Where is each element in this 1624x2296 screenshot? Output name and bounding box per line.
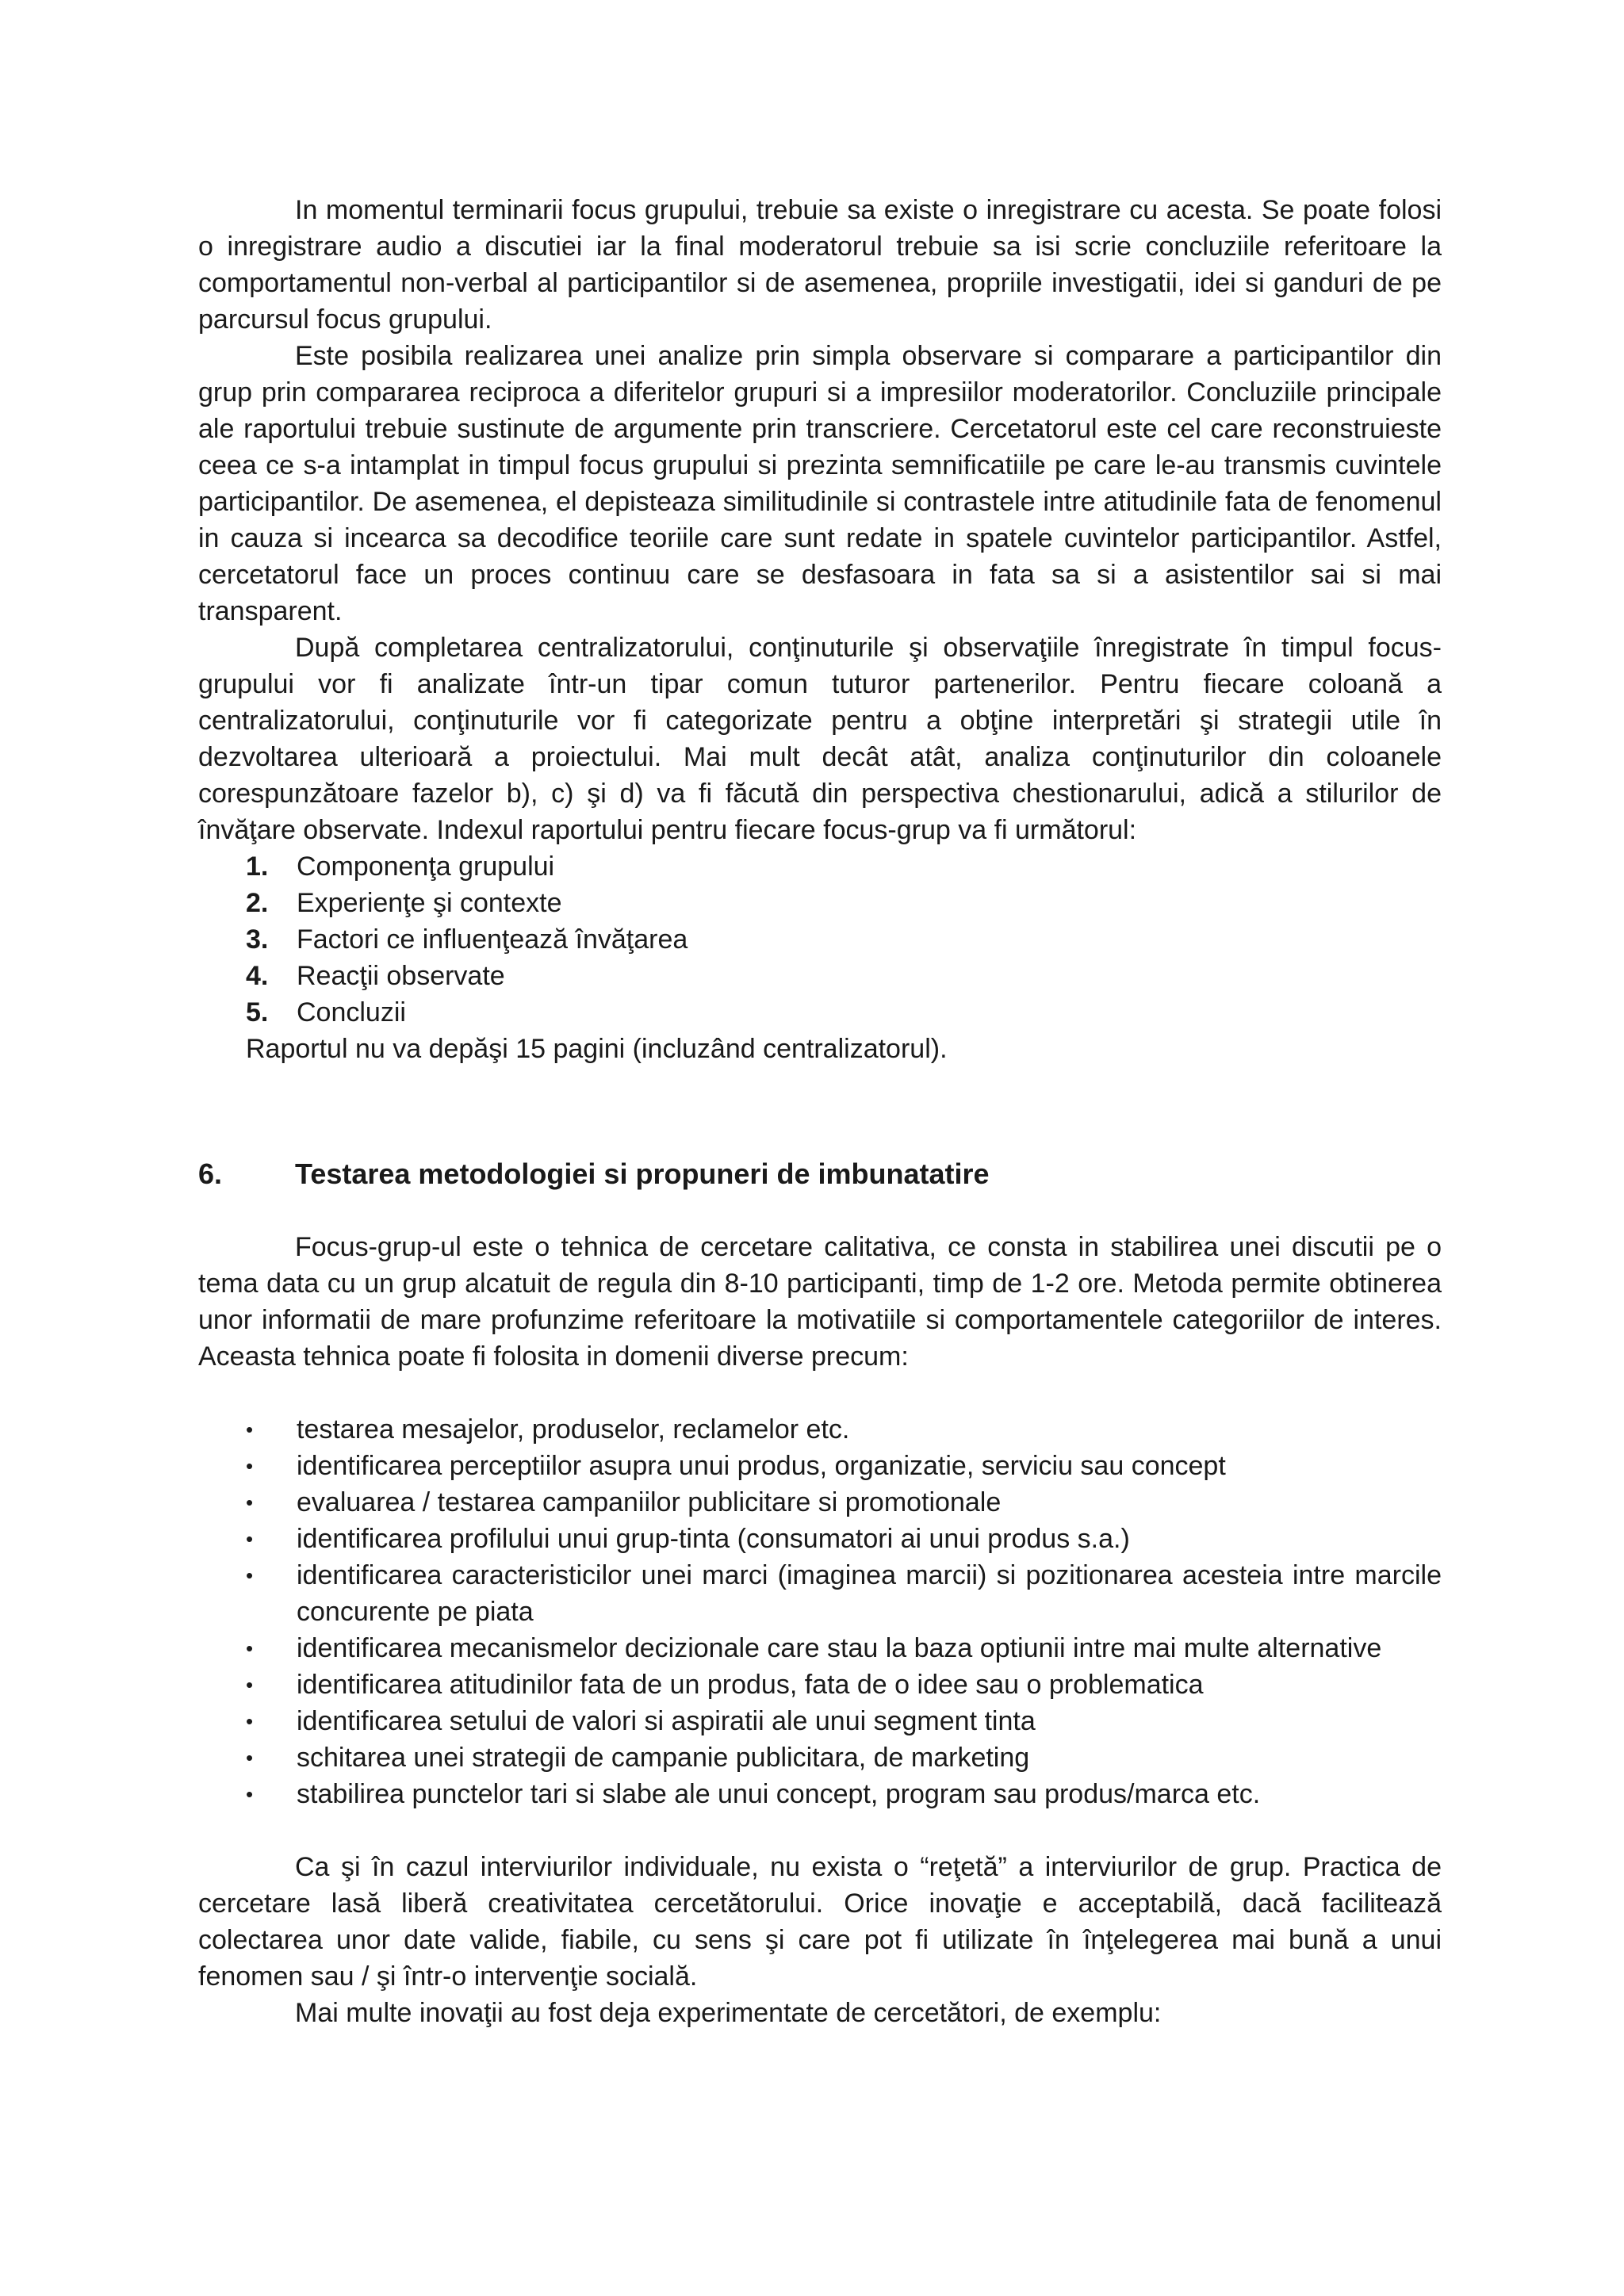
bullet-icon: •	[246, 1563, 254, 1587]
bullet-icon: •	[246, 1746, 254, 1770]
list-item-text: Concluzii	[297, 997, 406, 1027]
list-item	[246, 1776, 1442, 1812]
paragraph-analysis: Este posibila realizarea unei analize prin simpla observare si comparare a participantilor din grup prin compararea reciproca a diferitelor grupuri si a impresiilor moderatorilor. Concluziile principale ale raportului trebuie sustinute de argumente prin transcriere. Cercetatorul este cel care reconstruieste ceea ce s-a intamplat in timpul focus grupului si prezinta semnificatiile pe care le-au transmis cuvintele participantilor. De asemenea, el depisteaza similitudinile si contrastele intre atitudinile fata de fenomenul in cauza si incearca sa decodifice teoriile care sunt redate in spatele cuvintelor participantilor. Astfel, cercetatorul face un proces continuu care se desfasoara in fata sa si a asistentilor sai si mai transparent.	[198, 341, 1442, 626]
list-item	[246, 1411, 1442, 1448]
list-item	[246, 1703, 1442, 1739]
bullet-icon: •	[246, 1636, 254, 1660]
paragraph-centralizer: După completarea centralizatorului, conţinuturile şi observaţiile înregistrate în timpul focus-grupului vor fi analizate într-un tipar comun tuturor partenerilor. Pentru fiecare coloană a centralizatorului, conţinuturile vor fi categorizate pentru a obţine interpretări şi strategii utile în dezvoltarea ulterioară a proiectului. Mai mult decât atât, analiza conţinuturilor din coloanele corespunzătoare fazelor b), c) şi d) va fi făcută din perspectiva chestionarului, adică a stilurilor de învăţare observate. Indexul raportului pentru fiecare focus-grup va fi următorul:	[198, 633, 1442, 845]
list-item-text: identificarea mecanismelor decizionale care stau la baza optiunii intre mai multe alternative	[297, 1633, 1382, 1663]
list-item-text: identificarea profilului unui grup-tinta (consumatori ai unui produs s.a.)	[297, 1524, 1130, 1554]
bullet-icon: •	[246, 1418, 254, 1441]
list-item	[246, 1630, 1442, 1667]
list-item-number: 3.	[246, 924, 269, 955]
list-item-text: testarea mesajelor, produselor, reclamelor etc.	[297, 1414, 850, 1445]
list-item-text: Experienţe şi contexte	[297, 888, 562, 918]
paragraph-focus-group-definition: Focus-grup-ul este o tehnica de cercetare calitativa, ce consta in stabilirea unei discutii pe o tema data cu un grup alcatuit de regula din 8-10 participanti, timp de 1-2 ore. Metoda permite obtinerea unor informatii de mare profunzime referitoare la motivatiile si comportamentele categoriilor de interes. Aceasta tehnica poate fi folosita in domenii diverse precum:	[198, 1232, 1442, 1372]
list-item	[246, 1448, 1442, 1484]
list-item-text: evaluarea / testarea campaniilor publicitare si promotionale	[297, 1487, 1002, 1517]
list-item-text: Reacţii observate	[297, 961, 505, 991]
application-domains-list	[198, 1411, 1442, 1812]
list-item-text: identificarea perceptiilor asupra unui produs, organizatie, serviciu sau concept	[297, 1451, 1226, 1481]
list-item	[246, 1739, 1442, 1776]
list-item	[246, 1667, 1442, 1703]
list-item	[246, 1557, 1442, 1630]
bullet-icon: •	[246, 1527, 254, 1551]
bullet-icon: •	[246, 1490, 254, 1514]
list-item-text: identificarea setului de valori si aspiratii ale unui segment tinta	[297, 1706, 1036, 1736]
list-item-number: 1.	[246, 851, 269, 882]
paragraph-recording: In momentul terminarii focus grupului, trebuie sa existe o inregistrare cu acesta. Se poate folosi o inregistrare audio a discutiei iar la final moderatorul trebuie sa isi scrie concluziile referitoare la comportamentul non-verbal al participantilor si de asemenea, propriile investigatii, idei si ganduri de pe parcursul focus grupului.	[198, 195, 1442, 335]
list-item-number: 2.	[246, 888, 269, 918]
list-item-text: identificarea caracteristicilor unei marci (imaginea marcii) si pozitionarea acesteia intre marcile concurente pe piata	[297, 1560, 1442, 1627]
paragraph-innovations: Mai multe inovaţii au fost deja experimentate de cercetători, de exemplu:	[295, 1998, 1162, 2028]
list-item-text: identificarea atitudinilor fata de un produs, fata de o idee sau o problematica	[297, 1670, 1204, 1700]
report-index-list	[198, 848, 1442, 1031]
list-item-number: 4.	[246, 961, 269, 991]
list-item	[246, 1484, 1442, 1521]
list-item	[246, 848, 1442, 885]
bullet-icon: •	[246, 1454, 254, 1478]
list-item	[246, 885, 1442, 921]
bullet-icon: •	[246, 1673, 254, 1697]
section-number: 6.	[198, 1158, 223, 1190]
list-item	[246, 921, 1442, 958]
bullet-icon: •	[246, 1709, 254, 1733]
list-item	[246, 994, 1442, 1031]
report-page-limit-note: Raportul nu va depăşi 15 pagini (incluzând centralizatorul).	[246, 1034, 948, 1064]
section-heading	[198, 1156, 1442, 1192]
bullet-icon: •	[246, 1782, 254, 1806]
list-item-text: stabilirea punctelor tari si slabe ale unui concept, program sau produs/marca etc.	[297, 1779, 1261, 1809]
document-page	[198, 192, 1442, 2031]
list-item-text: schitarea unei strategii de campanie publicitara, de marketing	[297, 1743, 1030, 1773]
list-item	[246, 958, 1442, 994]
list-item-text: Componenţa grupului	[297, 851, 555, 882]
list-item-number: 5.	[246, 997, 269, 1027]
section-title: Testarea metodologiei si propuneri de imbunatatire	[295, 1158, 990, 1190]
paragraph-no-recipe: Ca şi în cazul interviurilor individuale, nu exista o “reţetă” a interviurilor de grup. Practica de cercetare lasă liberă creativitatea cercetătorului. Orice inovaţie e acceptabilă, dacă facilitează colectarea unor date valide, fiabile, cu sens şi care pot fi utilizate în înţelegerea mai bună a unui fenomen sau / şi într-o intervenţie socială.	[198, 1852, 1442, 1992]
list-item-text: Factori ce influenţează învăţarea	[297, 924, 688, 955]
list-item	[246, 1521, 1442, 1557]
